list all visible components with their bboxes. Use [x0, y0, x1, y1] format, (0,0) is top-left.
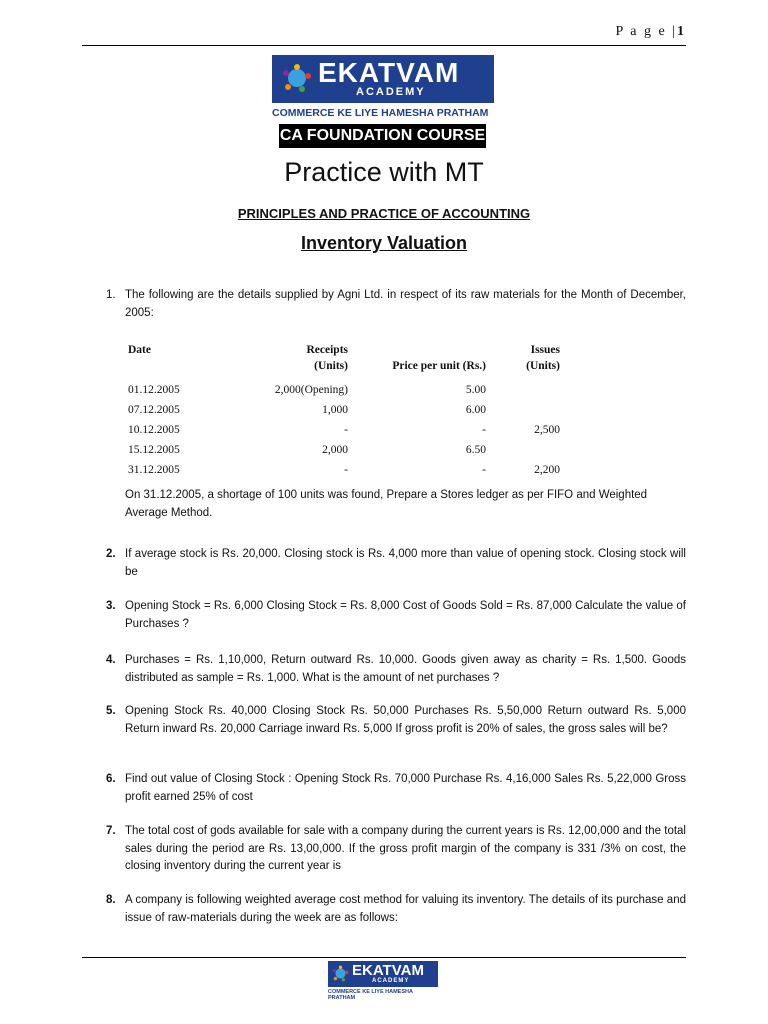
question-text: If average stock is Rs. 20,000. Closing stock is Rs. 4,000 more than value of opening stock. Closing stock will be	[125, 548, 686, 578]
question-1	[106, 287, 686, 322]
globe-people-icon	[282, 63, 312, 93]
question-7	[106, 823, 686, 876]
course-banner: CA FOUNDATION COURSE	[279, 124, 486, 148]
footer-logo	[328, 961, 438, 987]
question-number: 2.	[106, 548, 116, 560]
table-row: 31.12.2005 - - 2,200	[128, 464, 560, 476]
table-header-row	[128, 342, 560, 374]
question-text: Find out value of Closing Stock : Opening Stock Rs. 70,000 Purchase Rs. 4,16,000 Sales Rs. 5,22,000 Gross profit earned 25% of cost	[125, 773, 686, 803]
col-date: Date	[128, 344, 151, 356]
question-6	[106, 771, 686, 806]
footer-logo-brand: EKATVAM	[352, 962, 424, 979]
question-text: The following are the details supplied by Agni Ltd. in respect of its raw materials for the Month of December, 2005:	[125, 289, 686, 319]
question-1-note: On 31.12.2005, a shortage of 100 units was found, Prepare a Stores ledger as per FIFO and Weighted Average Method.	[125, 489, 648, 519]
col-price: Price per unit (Rs.)	[392, 360, 486, 372]
table-row: 07.12.2005 1,000 6.00	[128, 404, 486, 416]
logo-subtitle: ACADEMY	[356, 86, 426, 98]
globe-people-icon	[332, 965, 349, 982]
table-row: 01.12.2005 2,000(Opening) 5.00	[128, 384, 486, 396]
table-row: 10.12.2005 - - 2,500	[128, 424, 560, 436]
question-2	[106, 546, 686, 581]
col-issues: Issues (Units)	[526, 344, 560, 372]
col-receipts: Receipts (Units)	[306, 344, 348, 372]
topic-heading: Inventory Valuation	[300, 233, 468, 253]
footer-logo-subtitle: ACADEMY	[372, 978, 410, 984]
question-3	[106, 598, 686, 633]
question-text: Opening Stock Rs. 40,000 Closing Stock Rs. 50,000 Purchases Rs. 5,50,000 Return outward Rs. 5,000 Return inward Rs. 20,000 Carriage inward Rs. 5,000 If gross profit is 20% of sales, the gross sales will be?	[125, 705, 686, 735]
question-8	[106, 892, 686, 927]
header-rule	[82, 45, 686, 46]
question-5	[106, 703, 686, 738]
question-number: 5.	[106, 705, 116, 717]
academy-logo	[272, 55, 494, 103]
footer-rule	[82, 957, 686, 958]
question-number: 7.	[106, 825, 116, 837]
question-text: A company is following weighted average cost method for valuing its inventory. The details of its purchase and issue of raw-materials during the week are as follows:	[125, 894, 686, 924]
question-number: 3.	[106, 600, 116, 612]
logo-brand: EKATVAM	[318, 57, 460, 88]
logo-tagline: COMMERCE KE LIYE HAMESHA PRATHAM	[272, 107, 489, 119]
question-number: 8.	[106, 894, 116, 906]
question-text: The total cost of gods available for sale with a company during the current years is Rs. 12,00,000 and the total sales during the period are Rs. 13,00,000. If the gross profit margin of the company is 331 /3% on cost, the closing inventory during the current year is	[125, 825, 686, 872]
question-4	[106, 652, 686, 687]
page-title: Practice with MT	[284, 157, 484, 187]
page-number: P a g e |1	[615, 24, 684, 39]
question-number: 1.	[106, 289, 116, 301]
question-number: 4.	[106, 654, 116, 666]
question-text: Opening Stock = Rs. 6,000 Closing Stock = Rs. 8,000 Cost of Goods Sold = Rs. 87,000 Calculate the value of Purchases ?	[125, 600, 686, 630]
table-row: 15.12.2005 2,000 6.50	[128, 444, 486, 456]
subject-heading: PRINCIPLES AND PRACTICE OF ACCOUNTING	[237, 206, 531, 221]
question-text: Purchases = Rs. 1,10,000, Return outward Rs. 10,000. Goods given away as charity = Rs. 1,500. Goods distributed as sample = Rs. 1,000. What is the amount of net purchases ?	[125, 654, 686, 684]
raw-material-table	[128, 342, 560, 480]
footer-tagline: COMMERCE KE LIYE HAMESHA PRATHAM	[328, 989, 413, 1001]
question-number: 6.	[106, 773, 116, 785]
